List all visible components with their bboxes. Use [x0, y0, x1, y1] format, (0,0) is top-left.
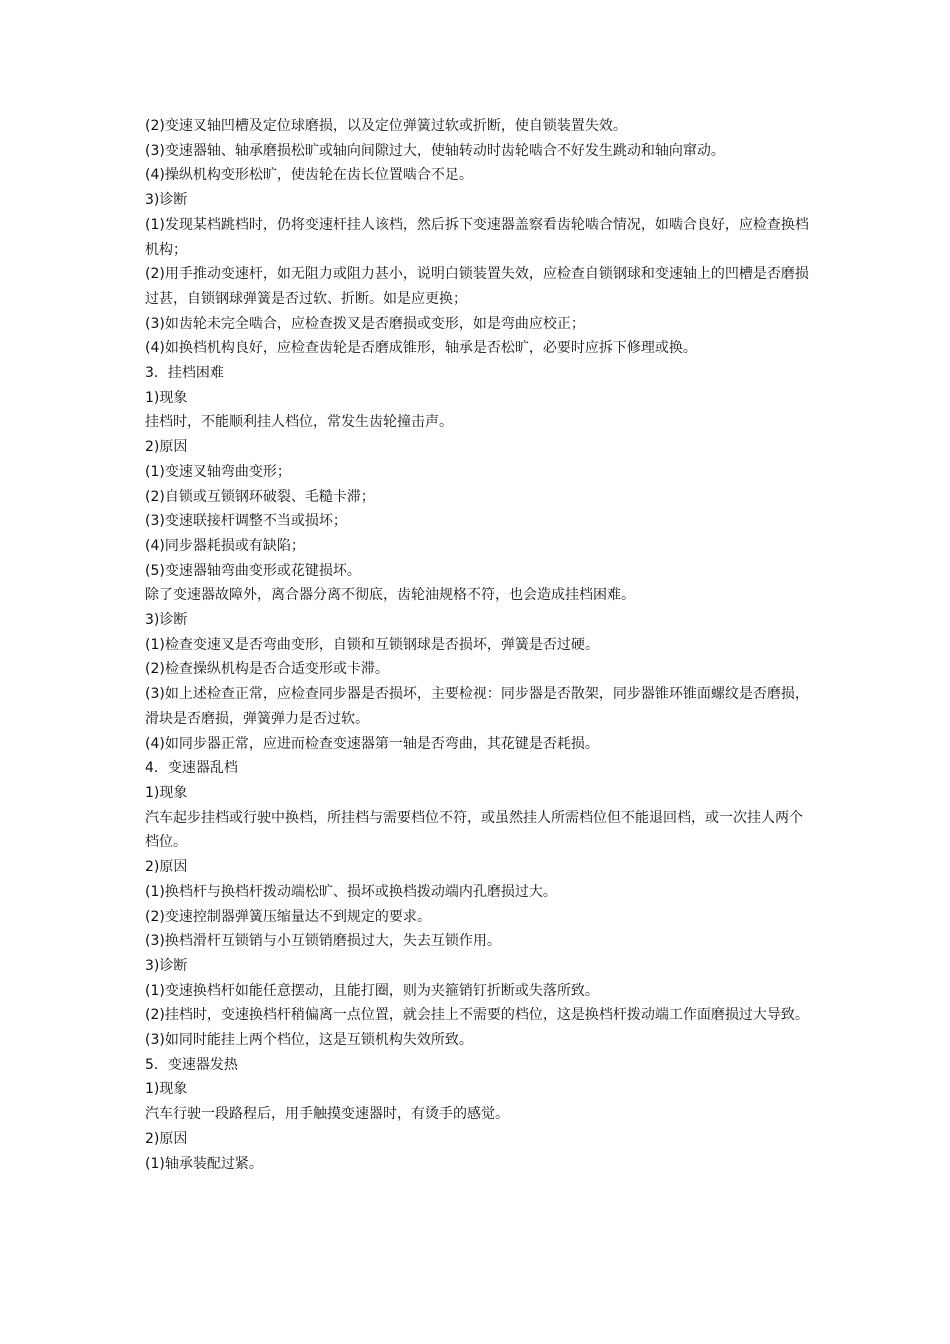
- text-line: (2)变速控制器弹簧压缩量达不到规定的要求。: [145, 908, 431, 925]
- text-line: (3)如同时能挂上两个档位，这是互锁机构失效所致。: [145, 1032, 473, 1049]
- text-line: (4)如换档机构良好，应检查齿轮是否磨成锥形，轴承是否松旷，必要时应拆下修理或换。: [145, 340, 697, 357]
- text-line: (1)检查变速叉是否弯曲变形，自锁和互锁钢球是否损坏，弹簧是否过硬。: [145, 636, 599, 653]
- section-heading: 5．变速器发热: [145, 1056, 238, 1073]
- text-line: 汽车行驶一段路程后，用手触摸变速器时，有烫手的感觉。: [145, 1106, 509, 1123]
- text-line: (5)变速器轴弯曲变形或花键损坏。: [145, 562, 361, 579]
- text-line: 汽车起步挂档或行驶中换档，所挂档与需要档位不符，或虽然挂人所需档位但不能退回档，或一次挂人两个档位。: [145, 809, 803, 851]
- text-line: (2)用手推动变速杆，如无阻力或阻力甚小，说明白锁装置失效，应检查自锁钢球和变速轴上的凹槽是否磨损过甚，自锁钢球弹簧是否过软、折断。如是应更换；: [145, 266, 809, 307]
- section-heading: 2)原因: [145, 1130, 188, 1147]
- text-line: (2)自锁或互锁钢环破裂、毛糙卡滞；: [145, 488, 375, 505]
- text-line: (3)换档滑杆互锁销与小互锁销磨损过大，失去互锁作用。: [145, 933, 501, 950]
- section-heading: 3)诊断: [145, 957, 188, 974]
- section-heading: 4．变速器乱档: [145, 760, 238, 777]
- text-line: (1)轴承装配过紧。: [145, 1155, 263, 1172]
- section-heading: 2)原因: [145, 439, 188, 456]
- text-line: (1)换档杆与换档杆拨动端松旷、损坏或换档拨动端内孔磨损过大。: [145, 883, 557, 900]
- text-line: (3)如齿轮未完全啮合，应检查拨叉是否磨损或变形，如是弯曲应校正；: [145, 315, 585, 332]
- text-line: (2)检查操纵机构是否合适变形或卡滞。: [145, 661, 389, 678]
- text-line: (3)变速器轴、轴承磨损松旷或轴向间隙过大，使轴转动时齿轮啮合不好发生跳动和轴向窜动。: [145, 142, 725, 159]
- section-heading: 2)原因: [145, 859, 188, 876]
- text-line: 挂档时，不能顺利挂人档位，常发生齿轮撞击声。: [145, 414, 453, 431]
- text-line: 除了变速器故障外，离合器分离不彻底，齿轮油规格不符，也会造成挂档困难。: [145, 587, 635, 604]
- document-page: [145, 114, 810, 1176]
- text-line: (4)同步器耗损或有缺陷；: [145, 537, 305, 554]
- text-line: (2)挂档时，变速换档杆稍偏离一点位置，就会挂上不需要的档位，这是换档杆拨动端工作面磨损过大导致。: [145, 1007, 809, 1024]
- text-line: (3)如上述检查正常，应检查同步器是否损坏，主要检视：同步器是否散架，同步器锥环锥面螺纹是否磨损，滑块是否磨损，弹簧弹力是否过软。: [145, 686, 809, 727]
- section-heading: 3)诊断: [145, 612, 188, 629]
- section-heading: 3．挂档困难: [145, 365, 224, 382]
- section-heading: 1)现象: [145, 1081, 188, 1098]
- text-line: (1)变速叉轴弯曲变形；: [145, 463, 291, 480]
- text-line: (3)变速联接杆调整不当或损坏；: [145, 513, 347, 530]
- section-heading: 1)现象: [145, 784, 188, 801]
- text-line: (4)如同步器正常，应进而检查变速器第一轴是否弯曲，其花键是否耗损。: [145, 735, 599, 752]
- text-line: (4)操纵机构变形松旷，使齿轮在齿长位置啮合不足。: [145, 167, 473, 184]
- section-heading: 3)诊断: [145, 192, 188, 209]
- text-line: (1)发现某档跳档时，仍将变速杆挂人该档，然后拆下变速器盖察看齿轮啮合情况，如啮合良好，应检查换档机构；: [145, 216, 809, 258]
- section-heading: 1)现象: [145, 389, 188, 406]
- text-line: (1)变速换档杆如能任意摆动，且能打圈，则为夹箍销钉折断或失落所致。: [145, 982, 599, 999]
- text-line: (2)变速叉轴凹槽及定位球磨损，以及定位弹簧过软或折断，使自锁装置失效。: [145, 118, 627, 134]
